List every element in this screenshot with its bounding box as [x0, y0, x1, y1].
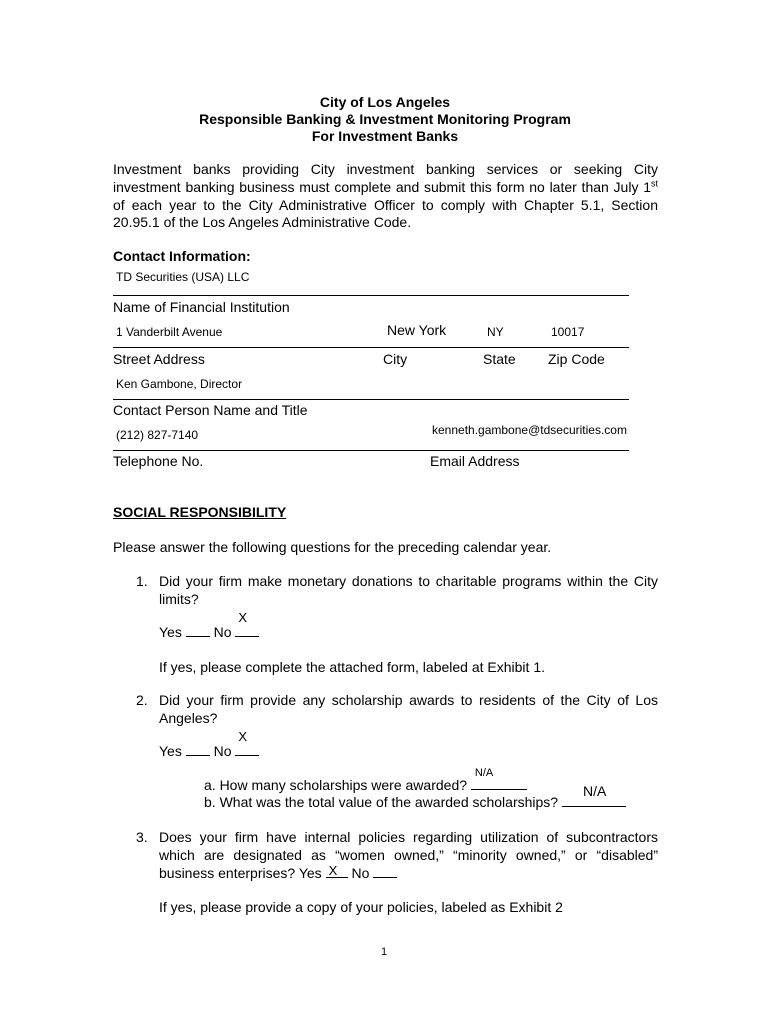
street-value[interactable]: 1 Vanderbilt Avenue: [116, 325, 223, 339]
q1-no-label: No: [213, 624, 232, 640]
q1-number: 1.: [136, 573, 148, 589]
phone-label: Telephone No.: [113, 453, 204, 469]
q3-number: 3.: [136, 829, 148, 845]
q2-yes-label: Yes: [159, 743, 182, 759]
header-subtitle: For Investment Banks: [311, 128, 459, 144]
q2-no-mark: X: [238, 729, 248, 744]
q2-sub-b: [204, 794, 626, 810]
q2-sub-b-text: b. What was the total value of the awarded scholarships?: [204, 794, 559, 810]
header-city: City of Los Angeles: [319, 94, 451, 110]
q3-no-blank[interactable]: [373, 865, 397, 878]
q1-yes-blank[interactable]: [186, 624, 210, 637]
zip-label: Zip Code: [548, 351, 605, 367]
phone-value[interactable]: (212) 827-7140: [116, 428, 199, 442]
city-value[interactable]: New York: [387, 322, 447, 338]
q2-no-label: No: [213, 743, 232, 759]
q2-sub-a-text: a. How many scholarships were awarded?: [204, 777, 468, 793]
q1-answer: [159, 610, 259, 640]
page-number: 1: [381, 946, 388, 958]
intro-text-1: Investment banks providing City investment banking services or seeking City investment banking business must complete and submit this form no later than July 1: [113, 161, 658, 195]
contact-person-value[interactable]: Ken Gambone, Director: [116, 377, 243, 391]
q3-yes-label: Yes: [298, 864, 322, 881]
q2-yes-blank[interactable]: [186, 743, 210, 756]
q1-text: Did your firm make monetary donations to charitable programs within the City limits?: [159, 573, 658, 607]
phone-email-line: [113, 450, 629, 451]
q2-no-blank[interactable]: [235, 729, 259, 756]
institution-line: [113, 295, 629, 296]
institution-value[interactable]: TD Securities (USA) LLC: [116, 270, 250, 284]
q2-sub-a-value: N/A: [474, 767, 494, 779]
intro-paragraph: [113, 161, 658, 232]
contact-heading: Contact Information:: [113, 248, 251, 264]
q1-no-mark: X: [238, 610, 248, 625]
q3-note: If yes, please provide a copy of your policies, labeled as Exhibit 2: [159, 899, 563, 915]
social-instruction: Please answer the following questions for the preceding calendar year.: [113, 539, 552, 555]
q3-yes-mark: X: [328, 862, 338, 878]
q1-note: If yes, please complete the attached form, labeled at Exhibit 1.: [159, 659, 545, 675]
street-label: Street Address: [113, 351, 205, 367]
contact-person-line: [113, 399, 629, 400]
q2-sub-a-blank[interactable]: [471, 767, 527, 790]
q3-block: [159, 829, 658, 882]
q2-text: Did your firm provide any scholarship awards to residents of the City of Los Angeles?: [159, 692, 658, 726]
q2-sub-b-value[interactable]: N/A: [583, 783, 607, 799]
institution-label: Name of Financial Institution: [113, 299, 290, 315]
q2-sub-a: [204, 767, 527, 793]
q2-answer: [159, 729, 259, 759]
q2-number: 2.: [136, 692, 148, 708]
city-label: City: [383, 351, 408, 367]
state-value[interactable]: NY: [487, 325, 504, 339]
intro-text-2: of each year to the City Administrative Officer to comply with Chapter 5.1, Section 20.95.1 of the Los Angeles Administrative Code.: [113, 196, 658, 231]
q3-yes-blank[interactable]: [326, 862, 348, 878]
address-line: [113, 347, 629, 348]
q3-no-label: No: [351, 864, 370, 881]
contact-person-label: Contact Person Name and Title: [113, 402, 308, 418]
email-label: Email Address: [430, 453, 520, 469]
state-label: State: [483, 351, 516, 367]
intro-superscript: st: [650, 178, 658, 189]
zip-value[interactable]: 10017: [551, 325, 585, 339]
social-heading: SOCIAL RESPONSIBILITY: [113, 504, 287, 520]
q3-text: Does your firm have internal policies regarding utilization of subcontractors which are designated as “women owned,” “minority owned,” or “disabled” business enterprises?: [159, 829, 658, 881]
q1-yes-label: Yes: [159, 624, 182, 640]
header-program: Responsible Banking & Investment Monitoring Program: [199, 111, 571, 127]
email-value[interactable]: kenneth.gambone@tdsecurities.com: [432, 423, 627, 437]
q1-no-blank[interactable]: [235, 610, 259, 637]
